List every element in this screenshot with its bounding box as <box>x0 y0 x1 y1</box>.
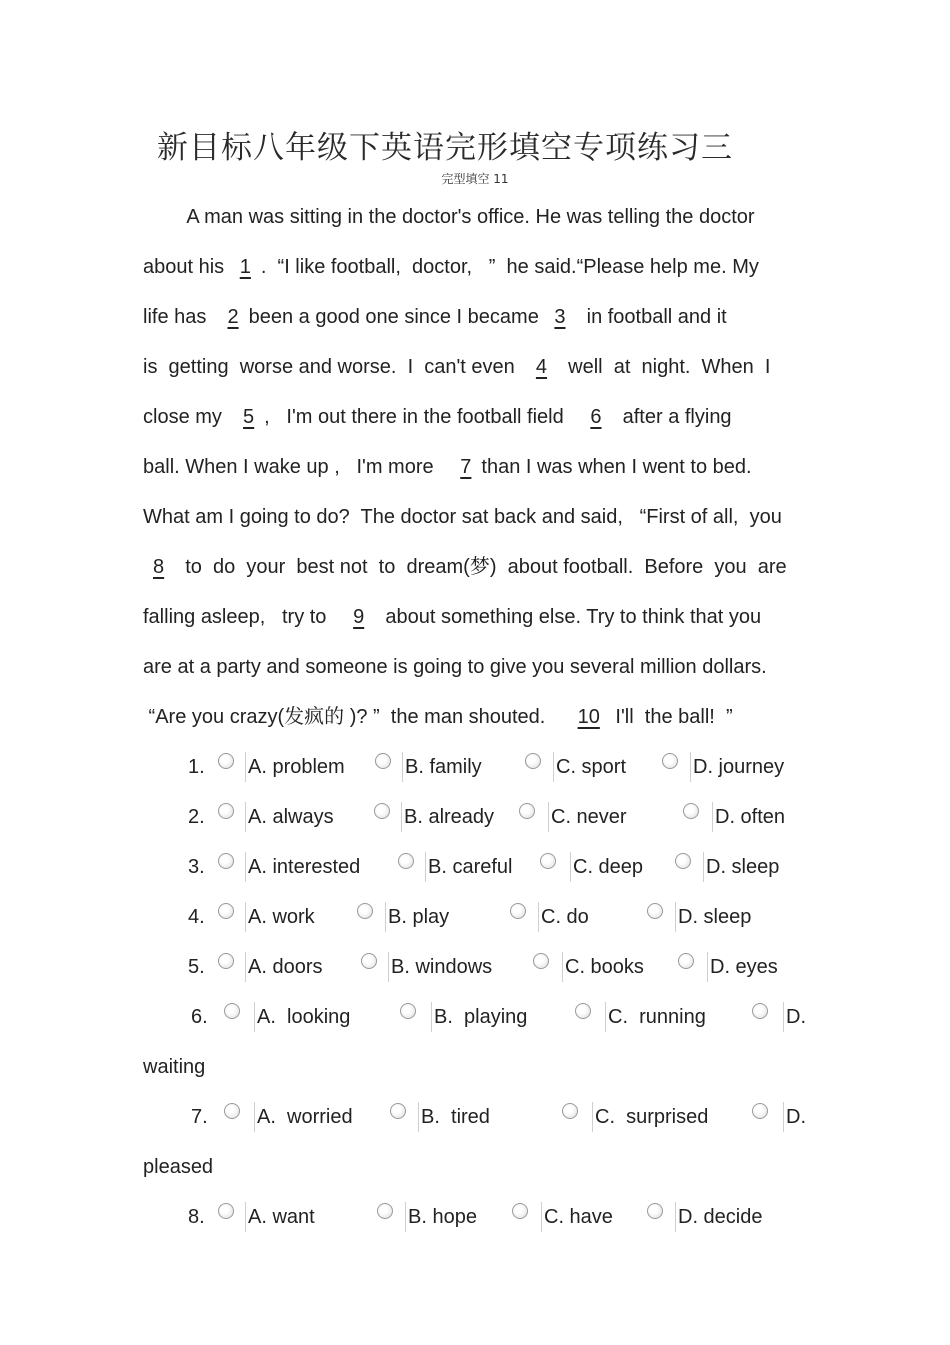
question-row <box>0 792 950 842</box>
passage-text: falling asleep, try to <box>143 606 344 628</box>
radio-option[interactable] <box>218 1203 234 1219</box>
option-divider <box>605 1002 606 1032</box>
option-divider <box>553 752 554 782</box>
radio-option[interactable] <box>510 903 526 919</box>
option-label: B. careful <box>428 856 513 878</box>
option-label: C. running <box>608 1006 706 1028</box>
option-label: C. books <box>565 956 644 978</box>
subtitle: 完型填空 11 <box>441 172 509 186</box>
option-divider <box>541 1202 542 1232</box>
question-row <box>0 742 950 792</box>
option-label: D. eyes <box>710 956 778 978</box>
passage-text: life has <box>143 306 218 328</box>
option-divider <box>418 1102 419 1132</box>
option-label: B. already <box>404 806 495 828</box>
option-divider <box>675 902 676 932</box>
option-label: D. sleep <box>706 856 780 878</box>
radio-option[interactable] <box>390 1103 406 1119</box>
option-label: A. want <box>248 1206 315 1228</box>
radio-option[interactable] <box>398 853 414 869</box>
option-label-wrap: pleased <box>143 1156 214 1178</box>
question-number: 7. <box>191 1106 208 1128</box>
answer-blank: 10 <box>577 706 600 728</box>
option-divider <box>401 802 402 832</box>
passage-text: is getting worse and worse. I can't even <box>143 356 526 378</box>
answer-blank: 7 <box>460 456 472 478</box>
option-divider <box>712 802 713 832</box>
radio-option[interactable] <box>647 1203 663 1219</box>
passage <box>143 192 833 742</box>
option-label-wrap: waiting <box>143 1056 206 1078</box>
option-divider <box>703 852 704 882</box>
radio-option[interactable] <box>752 1003 768 1019</box>
radio-option[interactable] <box>357 903 373 919</box>
passage-line <box>143 592 833 642</box>
option-label: A. looking <box>257 1006 351 1028</box>
option-divider <box>783 1102 784 1132</box>
radio-option[interactable] <box>377 1203 393 1219</box>
passage-text: What am I going to do? The doctor sat back and said, “First of all, you <box>143 506 782 528</box>
radio-option[interactable] <box>361 953 377 969</box>
radio-option[interactable] <box>218 753 234 769</box>
question-row <box>0 942 950 992</box>
radio-option[interactable] <box>218 903 234 919</box>
option-divider <box>548 802 549 832</box>
radio-option[interactable] <box>525 753 541 769</box>
question-number: 1. <box>188 756 205 778</box>
passage-line <box>143 492 833 542</box>
option-label: A. worried <box>257 1106 353 1128</box>
radio-option[interactable] <box>575 1003 591 1019</box>
option-label: B. hope <box>408 1206 477 1228</box>
passage-line <box>143 692 833 742</box>
option-label: B. windows <box>391 956 493 978</box>
passage-line <box>143 342 833 392</box>
passage-text: I'll the ball! ” <box>609 706 733 728</box>
option-label: D. journey <box>693 756 785 778</box>
option-divider <box>405 1202 406 1232</box>
radio-option[interactable] <box>540 853 556 869</box>
passage-line <box>143 642 833 692</box>
option-label: C. surprised <box>595 1106 709 1128</box>
option-divider <box>245 1202 246 1232</box>
passage-text: in football and it <box>575 306 727 328</box>
radio-option[interactable] <box>533 953 549 969</box>
passage-text: . “I like football, doctor, ” he said.“Please help me. My <box>260 256 759 278</box>
option-divider <box>783 1002 784 1032</box>
option-label: D. decide <box>678 1206 763 1228</box>
radio-option[interactable] <box>218 853 234 869</box>
passage-text: ball. When I wake up , I'm more <box>143 456 451 478</box>
passage-text: are at a party and someone is going to give you several million dollars. <box>143 656 767 678</box>
passage-text: , I'm out there in the football field <box>264 406 581 428</box>
radio-option[interactable] <box>678 953 694 969</box>
radio-option[interactable] <box>375 753 391 769</box>
page-title: 新目标八年级下英语完形填空专项练习三 <box>157 130 733 166</box>
answer-blank: 4 <box>535 356 548 378</box>
option-divider <box>592 1102 593 1132</box>
option-label: D. <box>786 1006 806 1028</box>
option-continuation <box>0 1042 950 1092</box>
option-label: C. never <box>551 806 627 828</box>
option-divider <box>425 852 426 882</box>
option-label: B. play <box>388 906 450 928</box>
answer-blank: 2 <box>227 306 239 328</box>
question-row <box>0 992 950 1042</box>
option-label: B. tired <box>421 1106 490 1128</box>
answer-blank: 5 <box>243 406 255 428</box>
option-label: B. playing <box>434 1006 528 1028</box>
passage-line <box>143 192 833 242</box>
radio-option[interactable] <box>675 853 691 869</box>
passage-text: been a good one since I became <box>248 306 545 328</box>
radio-option[interactable] <box>224 1003 240 1019</box>
radio-option[interactable] <box>218 803 234 819</box>
passage-text: “Are you crazy(发疯的 )? ” the man shouted. <box>143 706 568 728</box>
option-divider <box>254 1102 255 1132</box>
option-divider <box>245 802 246 832</box>
radio-option[interactable] <box>512 1203 528 1219</box>
radio-option[interactable] <box>400 1003 416 1019</box>
passage-text: about his <box>143 256 230 278</box>
option-label: D. often <box>715 806 786 828</box>
option-label: C. sport <box>556 756 627 778</box>
option-divider <box>385 902 386 932</box>
option-label: C. have <box>544 1206 613 1228</box>
option-divider <box>245 952 246 982</box>
option-label: D. sleep <box>678 906 752 928</box>
passage-text: well at night. When I <box>557 356 771 378</box>
question-number: 6. <box>191 1006 208 1028</box>
answer-blank: 3 <box>554 306 566 328</box>
passage-line <box>143 442 833 492</box>
option-label: A. always <box>248 806 334 828</box>
passage-line <box>143 392 833 442</box>
passage-text: than I was when I went to bed. <box>481 456 752 478</box>
option-divider <box>245 852 246 882</box>
question-number: 5. <box>188 956 205 978</box>
passage-line <box>143 242 833 292</box>
option-divider <box>431 1002 432 1032</box>
option-divider <box>562 952 563 982</box>
radio-option[interactable] <box>683 803 699 819</box>
question-number: 4. <box>188 906 205 928</box>
passage-text: after a flying <box>611 406 732 428</box>
option-divider <box>402 752 403 782</box>
passage-line <box>143 292 833 342</box>
radio-option[interactable] <box>218 953 234 969</box>
option-continuation <box>0 1142 950 1192</box>
option-divider <box>245 902 246 932</box>
question-row <box>0 1192 950 1242</box>
option-divider <box>245 752 246 782</box>
question-number: 3. <box>188 856 205 878</box>
option-label: A. doors <box>248 956 323 978</box>
question-number: 8. <box>188 1206 205 1228</box>
answer-blank: 6 <box>590 406 602 428</box>
radio-option[interactable] <box>519 803 535 819</box>
option-divider <box>538 902 539 932</box>
passage-text: close my <box>143 406 234 428</box>
option-divider <box>675 1202 676 1232</box>
option-divider <box>570 852 571 882</box>
answer-blank: 9 <box>353 606 365 628</box>
question-number: 2. <box>188 806 205 828</box>
passage-text: to do your best not to dream(梦) about football. Before you are <box>174 556 787 578</box>
answer-blank: 1 <box>239 256 251 278</box>
option-label: A. work <box>248 906 315 928</box>
passage-text: A man was sitting in the doctor's office. He was telling the doctor <box>143 206 755 228</box>
answer-blank: 8 <box>153 556 165 578</box>
option-divider <box>690 752 691 782</box>
question-options <box>0 742 950 1242</box>
option-label: C. deep <box>573 856 644 878</box>
radio-option[interactable] <box>224 1103 240 1119</box>
passage-text: about something else. Try to think that you <box>374 606 762 628</box>
radio-option[interactable] <box>662 753 678 769</box>
option-divider <box>254 1002 255 1032</box>
option-label: A. problem <box>248 756 345 778</box>
option-label: C. do <box>541 906 589 928</box>
option-label: D. <box>786 1106 806 1128</box>
question-row <box>0 892 950 942</box>
radio-option[interactable] <box>562 1103 578 1119</box>
radio-option[interactable] <box>374 803 390 819</box>
question-row <box>0 842 950 892</box>
radio-option[interactable] <box>647 903 663 919</box>
question-row <box>0 1092 950 1142</box>
option-divider <box>707 952 708 982</box>
option-divider <box>388 952 389 982</box>
option-label: A. interested <box>248 856 361 878</box>
option-label: B. family <box>405 756 482 778</box>
passage-line <box>143 542 833 592</box>
radio-option[interactable] <box>752 1103 768 1119</box>
